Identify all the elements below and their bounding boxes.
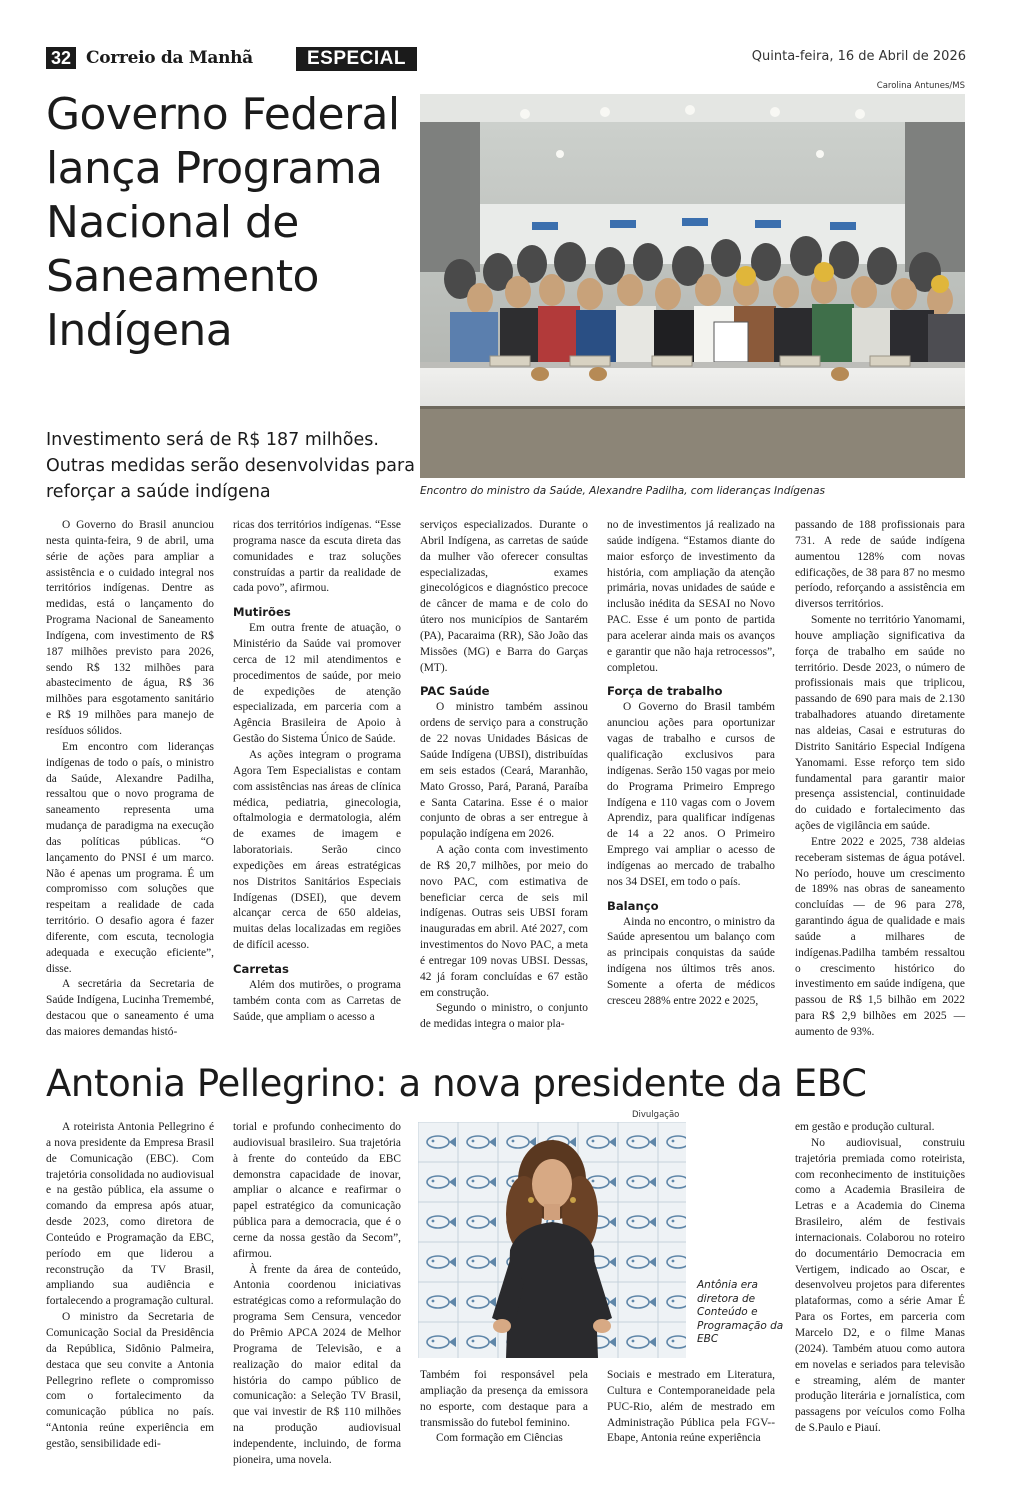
masthead [46,47,966,71]
paragraph: Segundo o ministro, o conjunto de medidas integra o maior pla- [420,1002,588,1031]
section-tag: ESPECIAL [296,47,417,71]
paragraph: A secretária da Secretaria de Saúde Indígena, Lucinha Tremembé, destacou que o saneamento é uma das maiores demandas histó- [46,978,214,1038]
paragraph: Somente no território Yanomami, houve ampliação significativa da força de trabalho em saúde no território. Desde 2023, o número de profissionais mais que triplicou, passando de 690 para mais de 2.130 trabalhadores atuando diretamente nas aldeias, Casai e estruturas do Distrito Sanitário Especial Indígena Yanomami. Esse reforço tem sido fundamental para garantir maior presença assistencial, continuidade do cuidado e fortalecimento das ações de vigilância em saúde. [795,614,965,833]
article1-column-2 [233,518,401,1025]
article1-column-4 [607,518,775,1010]
article2-column-2 [233,1120,401,1469]
article1-column-5 [795,518,965,1041]
paragraph: Além dos mutirões, o programa também conta com as Carretas de Saúde, que ampliam o acesso a [233,978,401,1023]
paragraph: em gestão e produção cultural. [795,1121,935,1133]
paragraph: O Governo do Brasil também anunciou ações para oportunizar vagas de trabalho e cursos de qualificação exclusivos para indígenas. Serão 150 vagas por meio do Programa Primeiro Emprego Indígena e 110 vagas com o Jovem Aprendiz, para qualificar indígenas de 14 a 22 anos. O Primeiro Emprego vai ampliar o acesso de indígenas ao mercado de trabalho nos 34 DSEI, em todo o país. [607,701,775,888]
paragraph: No audiovisual, construiu trajetória premiada como roteirista, com reconhecimento de instituições como a Academia Brasileira de Letras e a Academia do Cinema Brasileiro, além de festivais internacionais. Colaborou no roteiro do documentário Democracia em Vertigem, indicado ao Oscar, e desenvolveu projetos para diferentes plataformas, como a série Amar É Para os Fortes, em parceria com Marcelo D2, e o filme Manas (2024). Também atuou como autora em novelas e seriados para televisão e streaming, além de manter produção literária e jornalística, com passagens por veículos como Folha de S.Paulo e Piauí. [795,1136,965,1435]
paragraph: passando de 188 profissionais para 731. A rede de saúde indígena aumentou 128% com novas edificações, de 38 para 87 no mesmo período, reforçando a assistência em diversos territórios. [795,519,965,611]
ministry-meeting-photo [420,94,965,478]
article2-column-4 [607,1368,775,1447]
paragraph: À frente da área de conteúdo, Antonia coordenou iniciativas estratégicas como a reformulação do programa Sem Censura, vencedor do Prêmio APCA 2024 de Melhor Programa de Televisão, e a realização do maior edital da história do campo público de comunicação: a Seleção TV Brasil, que vai investir de R$ 110 milhões na produção audiovisual independente, incluindo, de forma pioneira, uma novela. [233,1263,401,1466]
paragraph: As ações integram o programa Agora Tem Especialistas e contam com assistências nas áreas de clínica médica, pediatria, ginecologia, oftalmologia e dermatologia, além de exames de imagem e laboratoriais. Serão cinco expedições em áreas estratégicas nos Distritos Sanitários Especiais Indígenas (DSEI), que devem alcançar cerca de 650 aldeias, muitas delas localizadas em regiões de difícil acesso. [233,748,401,952]
photo-credit: Divulgação [632,1110,680,1120]
newspaper-name: Correio da Manhã [86,48,253,68]
issue-date: Quinta-feira, 16 de Abril de 2026 [751,49,966,64]
article2-column-3 [420,1368,588,1447]
subheading: Carretas [233,961,289,976]
paragraph: no de investimentos já realizado na saúde indígena. “Estamos diante do maior esforço de investimento da história, com ampliação da atenção primária, novas unidades de saúde e inclusão inédita da SESAI no Novo PAC. Esse é um ponto de partida para acelerar ainda mais os avanços e garantir que não haja retrocessos”, completou. [607,519,775,674]
paragraph: Também foi responsável pela ampliação da presença da emissora no esporte, com destaque para a transmissão do futebol feminino. [420,1369,588,1429]
subheading: Força de trabalho [607,684,723,699]
antonia-pellegrino-photo [418,1122,686,1358]
paragraph: A roteirista Antonia Pellegrino é a nova presidente da Empresa Brasil de Comunicação (EBC). Com trajetória consolidada no audiovisual e na gestão pública, ela assume o comando da empresa após atuar, desde 2023, como diretora de Conteúdo e Programação da EBC, período em que liderou a reconstrução da TV Brasil, ampliando sua audiência e fortalecendo a programação cultural. [46,1121,214,1308]
article2-headline: Antonia Pellegrino: a nova presidente da EBC [46,1062,867,1105]
photo-caption: Encontro do ministro da Saúde, Alexandre Padilha, com lideranças Indígenas [420,485,825,497]
article1-column-1 [46,518,214,1041]
page-number: 32 [46,47,76,69]
article-subhead: Investimento será de R$ 187 milhões. Outras medidas serão desenvolvidas para reforçar a saúde indígena [46,430,415,502]
paragraph: O ministro também assinou ordens de serviço para a construção de 22 novas Unidades Básicas de Saúde Indígena (UBSI), distribuídas em seis estados (Ceará, Maranhão, Mato Grosso, Pará, Paraná, Paraíba e Santa Catarina. Esse é o maior conjunto de obras a ser entregue à população indígena em 2026. [420,701,588,841]
paragraph: O Governo do Brasil anunciou nesta quinta-feira, 9 de abril, uma série de ações para ampliar a assistência e o cuidado integral nos territórios indígenas. Dentre as medidas, está o lançamento do Programa Nacional de Saneamento Indígena, com investimento de R$ 187 milhões previsto para 2026, sendo R$ 132 milhões para abastecimento de água, R$ 36 milhões para esgotamento sanitário e R$ 19 milhões para manejo de resíduos sólidos. [46,519,214,737]
paragraph: Entre 2022 e 2025, 738 aldeias receberam sistemas de água potável. No período, houve um crescimento de 189% nas obras de saneamento concluídas — de 96 para 278, garantindo água de qualidade e mais saúde a milhares de indígenas.Padilha também ressaltou o crescimento histórico do investimento em saúde indígena, que passou de R$ 1,5 bilhão em 2022 para R$ 2,9 bilhões em 2025 — aumento de 93%. [795,835,965,1038]
paragraph: O ministro da Secretaria de Comunicação Social da Presidência da República, Sidônio Palmeira, destaca que seu convite a Antonia Pellegrino reflete o compromisso com o fortalecimento da comunicação pública no país. “Antonia reúne experiência em gestão, sensibilidade edi- [46,1311,214,1450]
article2-column-5 [795,1120,965,1437]
photo-caption: Antônia era diretora de Conteúdo e Programação da EBC [697,1279,784,1345]
paragraph: Ainda no encontro, o ministro da Saúde apresentou um balanço com as principais conquistas da saúde indígena nos últimos três anos. Somente a oferta de médicos cresceu 288% entre 2022 e 2025, [607,915,775,1007]
article2-column-1 [46,1120,214,1453]
paragraph: Sociais e mestrado em Literatura, Cultura e Contemporaneidade pela PUC-Rio, além de mestrado em Administração Pública pela FGV--Ebape, Antonia reúne experiência [607,1369,775,1445]
paragraph: Em outra frente de atuação, o Ministério da Saúde vai promover cerca de 12 mil atendimentos e procedimentos de saúde, por meio de expedições de atenção especializada, em parceria com a Agência Brasileira de Apoio à Gestão do Sistema Único de Saúde. [233,622,401,746]
subheading: Balanço [607,898,659,913]
paragraph: torial e profundo conhecimento do audiovisual brasileiro. Sua trajetória à frente do conteúdo da EBC demonstra capacidade de inovar, ampliar o alcance e reafirmar o papel estratégico da comunicação pública para a democracia, que é o cerne da nossa gestão da Secom”, afirmou. [233,1121,401,1260]
paragraph: A ação conta com investimento de R$ 20,7 milhões, por meio do novo PAC, com estimativa de beneficiar cerca de seis mil indígenas. Outras seis UBSI foram inauguradas em abril. Até 2027, com investimentos do Novo PAC, a meta é entregar 109 novas UBSI. Dessas, 42 já foram concluídas e 67 estão em construção. [420,844,588,999]
article1-column-3 [420,518,588,1033]
paragraph: Em encontro com lideranças indígenas de todo o país, o ministro da Saúde, Alexandre Padilha, ressaltou que o novo programa de saneamento representa uma mudança de paradigma na execução das políticas públicas. “O lançamento do PNSI é um marco. Não é apenas um programa. É um compromisso com soluções que respeitam a realidade de cada território. O desafio agora é fazer diferente, com escuta, tecnologia adequada e execução eficiente”, disse. [46,740,214,975]
subheading: PAC Saúde [420,684,490,699]
photo-credit: Carolina Antunes/MS [876,81,965,91]
article-headline: Governo Federal lança Programa Nacional de Saneamento Indígena [46,89,400,356]
paragraph: Com formação em Ciências [436,1432,563,1445]
paragraph: serviços especializados. Durante o Abril Indígena, as carretas de saúde da mulher vão oferecer consultas especializadas, exames ginecológicos e diagnóstico precoce de câncer de mama e de colo do útero nos municípios de Santarém (PA), Pacaraima (RR), São João das Missões (MG) e Barra do Garças (MT). [420,519,588,674]
paragraph: ricas dos territórios indígenas. “Esse programa nasce da escuta direta das comunidades e traz soluções construídas a partir da realidade de cada povo”, afirmou. [233,519,401,595]
subheading: Mutirões [233,605,291,620]
